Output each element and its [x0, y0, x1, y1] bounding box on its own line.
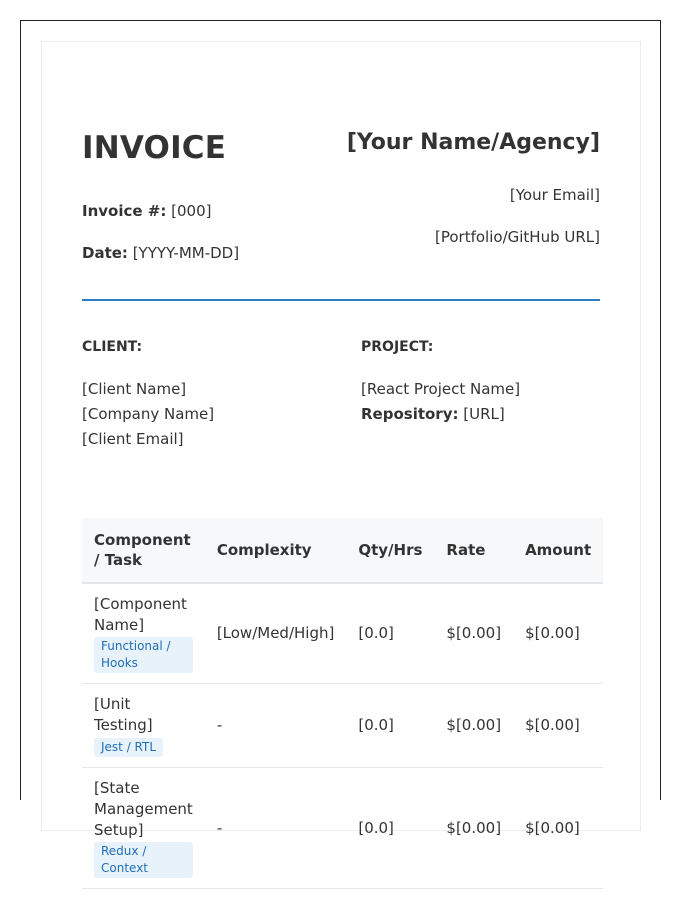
repository-label: Repository:: [361, 405, 459, 423]
task-tag: Functional / Hooks: [94, 637, 193, 673]
table-row: [82, 684, 603, 768]
invoice-paper: [41, 41, 641, 875]
task-cell: [82, 684, 205, 768]
complexity-cell: [Low/Med/High]: [205, 583, 347, 684]
table-row: [82, 768, 603, 889]
table-header-row: [82, 518, 603, 583]
project-label: PROJECT:: [361, 339, 434, 355]
client-name: [Client Name]: [82, 380, 187, 398]
rate-cell: $[0.00]: [434, 684, 513, 768]
page-frame: [20, 20, 661, 875]
task-name: [Component Name]: [94, 595, 187, 634]
task-cell: [82, 583, 205, 684]
qty-cell: [0.0]: [346, 684, 434, 768]
invoice-title: INVOICE: [82, 130, 227, 166]
client-label: CLIENT:: [82, 339, 143, 355]
qty-cell: [0.0]: [346, 768, 434, 889]
qty-cell: [0.0]: [346, 583, 434, 684]
invoice-date-label: Date:: [82, 244, 128, 262]
agency-email: [Your Email]: [509, 186, 600, 204]
header-complexity: Complexity: [205, 518, 347, 583]
task-name: [State Management Setup]: [94, 779, 193, 839]
header-divider: [82, 299, 600, 301]
invoice-number-value: [000]: [171, 202, 212, 220]
client-company: [Company Name]: [82, 405, 215, 423]
line-items-table: [82, 518, 603, 889]
invoice-number: [82, 202, 211, 220]
agency-name: [Your Name/Agency]: [346, 130, 600, 155]
invoice-date-value: [YYYY-MM-DD]: [132, 244, 240, 262]
project-repository: [361, 405, 505, 423]
header-rate: Rate: [434, 518, 513, 583]
project-name: [React Project Name]: [361, 380, 521, 398]
invoice-header: [82, 112, 600, 307]
invoice-date: [82, 244, 239, 262]
rate-cell: $[0.00]: [434, 583, 513, 684]
repository-value: [URL]: [463, 405, 505, 423]
invoice-content: [82, 112, 600, 875]
amount-cell: $[0.00]: [513, 684, 603, 768]
table-row: [82, 583, 603, 684]
task-tag: Redux / Context: [94, 842, 193, 878]
client-email: [Client Email]: [82, 430, 184, 448]
task-tag: Jest / RTL: [94, 738, 163, 757]
complexity-cell: -: [205, 768, 347, 889]
rate-cell: $[0.00]: [434, 768, 513, 889]
header-component-task: Component / Task: [82, 518, 205, 583]
agency-portfolio: [Portfolio/GitHub URL]: [435, 228, 600, 246]
amount-cell: $[0.00]: [513, 583, 603, 684]
invoice-number-label: Invoice #:: [82, 202, 167, 220]
amount-cell: $[0.00]: [513, 768, 603, 889]
header-amount: Amount: [513, 518, 603, 583]
task-cell: [82, 768, 205, 889]
complexity-cell: -: [205, 684, 347, 768]
header-qty-hrs: Qty/Hrs: [346, 518, 434, 583]
task-name: [Unit Testing]: [94, 695, 153, 734]
parties-section: [82, 307, 600, 497]
